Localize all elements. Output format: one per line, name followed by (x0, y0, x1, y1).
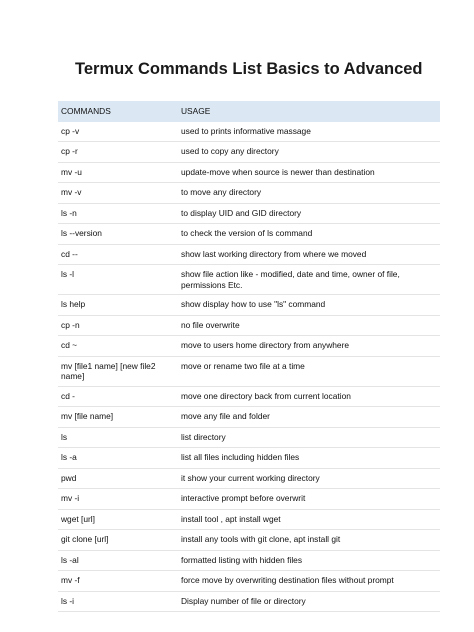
table-row (58, 386, 440, 407)
table-row (58, 356, 440, 386)
command-cell: mv -v (58, 183, 178, 204)
table-row (58, 468, 440, 489)
usage-cell: formatted listing with hidden files (178, 550, 440, 571)
command-cell: mv -i (58, 489, 178, 510)
table-row (58, 315, 440, 336)
table-row (58, 530, 440, 551)
usage-cell: move or rename two file at a time (178, 356, 440, 386)
table-row (58, 244, 440, 265)
command-cell: ls -al (58, 550, 178, 571)
command-cell: cd -- (58, 244, 178, 265)
usage-cell: install any tools with git clone, apt install git (178, 530, 440, 551)
command-cell: ls (58, 427, 178, 448)
usage-cell: list directory (178, 427, 440, 448)
table-row (58, 427, 440, 448)
command-cell: git clone [url] (58, 530, 178, 551)
usage-cell: to check the version of ls command (178, 224, 440, 245)
usage-cell: install tool , apt install wget (178, 509, 440, 530)
command-cell: mv [file1 name] [new file2 name] (58, 356, 178, 386)
command-cell: ls -l (58, 265, 178, 295)
table-row (58, 489, 440, 510)
command-cell: ls -n (58, 203, 178, 224)
table-row (58, 142, 440, 163)
usage-cell: move any file and folder (178, 407, 440, 428)
commands-table (58, 101, 440, 612)
command-cell: mv [file name] (58, 407, 178, 428)
command-cell: cd ~ (58, 336, 178, 357)
command-cell: ls help (58, 295, 178, 316)
usage-cell: show file action like - modified, date and time, owner of file, permissions Etc. (178, 265, 440, 295)
usage-cell: update-move when source is newer than destination (178, 162, 440, 183)
usage-cell: to display UID and GID directory (178, 203, 440, 224)
command-cell: mv -u (58, 162, 178, 183)
usage-cell: used to prints informative massage (178, 122, 440, 142)
usage-cell: used to copy any directory (178, 142, 440, 163)
table-row (58, 336, 440, 357)
command-cell: cp -v (58, 122, 178, 142)
table-row (58, 448, 440, 469)
command-cell: cp -n (58, 315, 178, 336)
table-row (58, 591, 440, 612)
usage-cell: it show your current working directory (178, 468, 440, 489)
table-row (58, 295, 440, 316)
command-cell: ls -a (58, 448, 178, 469)
table-row (58, 509, 440, 530)
usage-cell: force move by overwriting destination files without prompt (178, 571, 440, 592)
command-cell: wget [url] (58, 509, 178, 530)
table-row (58, 122, 440, 142)
table-row (58, 162, 440, 183)
table-header-row (58, 101, 440, 122)
table-row (58, 224, 440, 245)
header-usage: USAGE (178, 101, 440, 122)
table-row (58, 265, 440, 295)
usage-cell: to move any directory (178, 183, 440, 204)
usage-cell: move one directory back from current location (178, 386, 440, 407)
table-row (58, 550, 440, 571)
table-row (58, 571, 440, 592)
command-cell: mv -f (58, 571, 178, 592)
usage-cell: move to users home directory from anywhere (178, 336, 440, 357)
header-commands: COMMANDS (58, 101, 178, 122)
command-cell: cd - (58, 386, 178, 407)
usage-cell: Display number of file or directory (178, 591, 440, 612)
command-cell: ls --version (58, 224, 178, 245)
usage-cell: list all files including hidden files (178, 448, 440, 469)
usage-cell: show last working directory from where we moved (178, 244, 440, 265)
command-cell: cp -r (58, 142, 178, 163)
table-row (58, 183, 440, 204)
usage-cell: interactive prompt before overwrit (178, 489, 440, 510)
page-title: Termux Commands List Basics to Advanced (75, 60, 423, 78)
command-cell: ls -i (58, 591, 178, 612)
table-row (58, 203, 440, 224)
command-cell: pwd (58, 468, 178, 489)
table-row (58, 407, 440, 428)
usage-cell: show display how to use "ls" command (178, 295, 440, 316)
usage-cell: no file overwrite (178, 315, 440, 336)
